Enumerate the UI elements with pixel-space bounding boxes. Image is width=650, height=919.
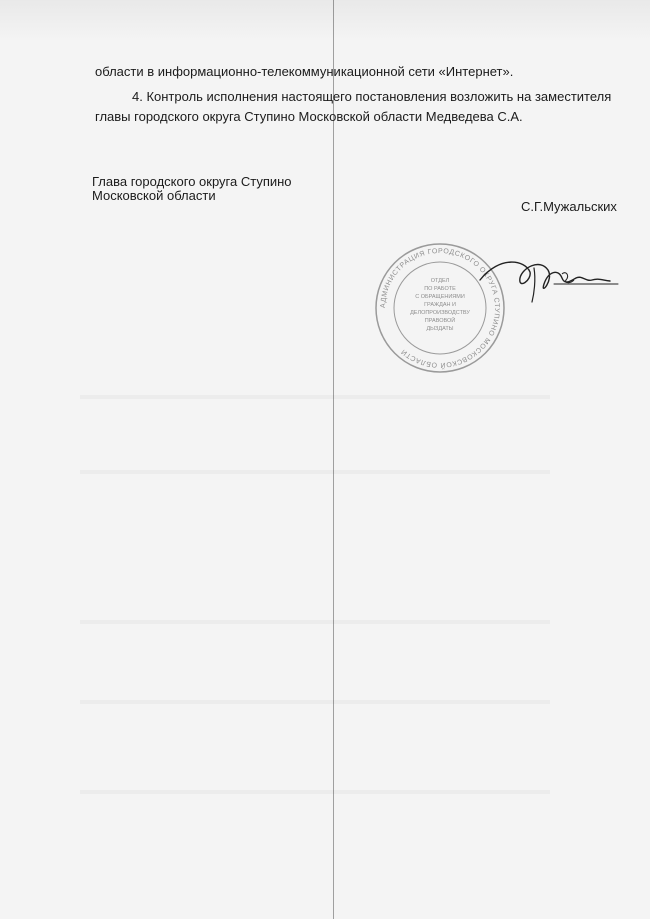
svg-text:АДМИНИСТРАЦИЯ ГОРОДСКОГО ОКРУГ: АДМИНИСТРАЦИЯ ГОРОДСКОГО ОКРУГА СТУПИНО МОСКОВСКОЙ ОБЛАСТИ bbox=[379, 247, 501, 369]
handwritten-signature bbox=[470, 250, 620, 310]
show-through-artifact bbox=[80, 470, 550, 474]
show-through-artifact bbox=[80, 700, 550, 704]
show-through-artifact bbox=[80, 620, 550, 624]
svg-text:ОТДЕЛ: ОТДЕЛ bbox=[430, 278, 450, 284]
show-through-artifact bbox=[80, 395, 550, 399]
svg-text:С ОБРАЩЕНИЯМИ: С ОБРАЩЕНИЯМИ bbox=[415, 294, 465, 300]
page-fold-line bbox=[333, 0, 334, 919]
svg-text:ДЫЗДАТЫ: ДЫЗДАТЫ bbox=[426, 326, 454, 332]
svg-text:ДЕЛОПРОИЗВОДСТВУ: ДЕЛОПРОИЗВОДСТВУ bbox=[410, 310, 470, 316]
signatory-position-line-2: Московской области bbox=[92, 188, 216, 203]
show-through-artifact bbox=[80, 790, 550, 794]
signatory-position-line-1: Глава городского округа Ступино bbox=[92, 174, 292, 189]
svg-text:ПО РАБОТЕ: ПО РАБОТЕ bbox=[424, 286, 456, 292]
svg-text:ГРАЖДАН И: ГРАЖДАН И bbox=[424, 302, 456, 308]
body-line-3: главы городского округа Ступино Московской области Медведева С.А. bbox=[95, 109, 523, 124]
body-line-2: 4. Контроль исполнения настоящего постановления возложить на заместителя bbox=[132, 89, 612, 104]
scan-shadow bbox=[0, 0, 650, 40]
body-line-1: области в информационно-телекоммуникационной сети «Интернет». bbox=[95, 64, 514, 79]
svg-text:ПРАВОВОЙ: ПРАВОВОЙ bbox=[424, 318, 456, 324]
signatory-name: С.Г.Мужальских bbox=[521, 199, 617, 214]
